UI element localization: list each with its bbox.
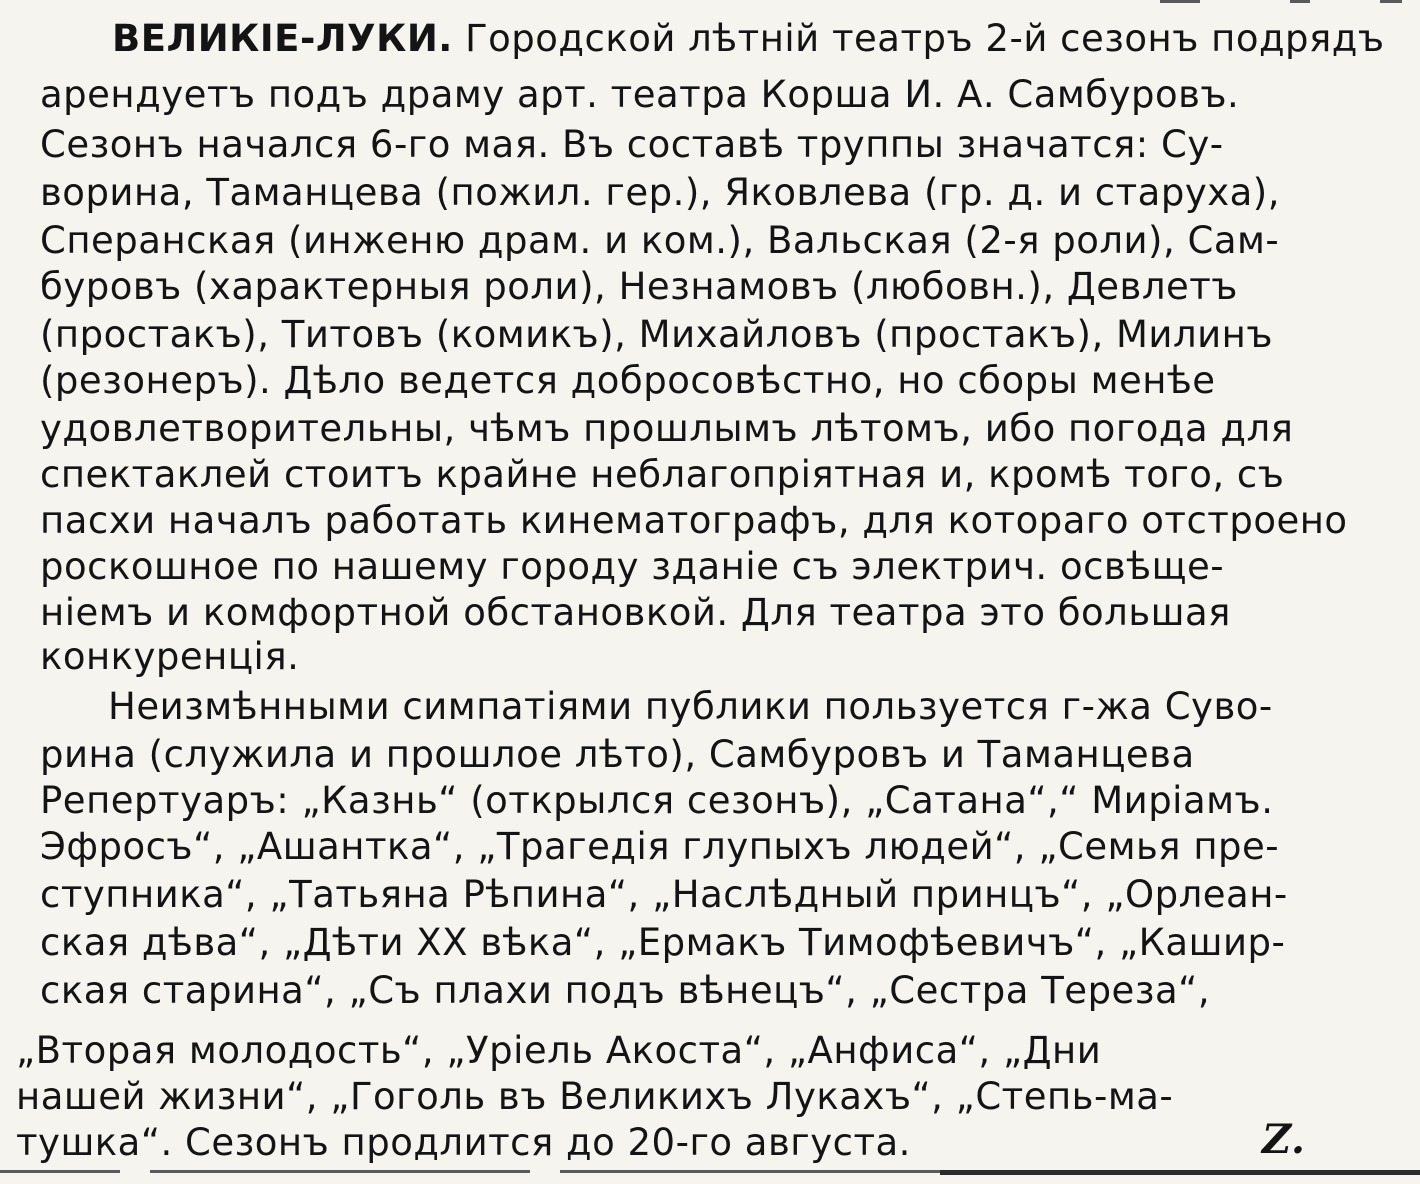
text-line: Сезонъ начался 6-го мая. Въ составѣ труппы значатся: Су- — [40, 123, 1224, 166]
text-line: Сперанская (инженю драм. и ком.), Вальская (2-я роли), Сам- — [40, 219, 1280, 262]
bottom-rule-fragment — [150, 1170, 530, 1173]
top-rule-fragment — [1290, 0, 1310, 3]
text-line: Неизмѣнными симпатіями публики пользуется г-жа Суво- — [108, 685, 1273, 728]
text-line: ская старина“, „Съ плахи подъ вѣнецъ“, „Сестра Тереза“, — [40, 969, 1211, 1012]
text-line: конкуренція. — [40, 635, 300, 678]
text-line: тушка“. Сезонъ продлится до 20-го августа. — [16, 1121, 911, 1164]
author-signature: Z. — [1262, 1116, 1306, 1163]
text-line: пасхи началъ работать кинематографъ, для котораго отстроено — [40, 499, 1348, 542]
text-line: ворина, Таманцева (пожил. гер.), Яковлева (гр. д. и старуха), — [40, 171, 1280, 214]
text-line: роскошное по нашему городу зданіе съ электрич. освѣще- — [40, 545, 1225, 588]
top-rule-fragment — [1160, 0, 1200, 3]
text-line-content: Городской лѣтній театръ 2-й сезонъ подрядъ — [465, 17, 1385, 60]
text-line: Эфросъ“, „Ашантка“, „Трагедія глупыхъ людей“, „Семья пре- — [40, 825, 1280, 868]
article-heading: ВЕЛИКІЕ-ЛУКИ. — [112, 17, 453, 60]
bottom-rule-fragment — [560, 1170, 940, 1173]
text-line: (простакъ), Титовъ (комикъ), Михайловъ (простакъ), Милинъ — [40, 313, 1273, 356]
bottom-rule-fragment — [0, 1170, 120, 1173]
text-line: (резонеръ). Дѣло ведется добросовѣстно, но сборы менѣе — [40, 359, 1216, 402]
top-rule-fragment — [1380, 0, 1402, 3]
text-line: арендуетъ подъ драму арт. театра Корша И. А. Самбуровъ. — [40, 73, 1240, 116]
text-line: рина (служила и прошлое лѣто), Самбуровъ и Таманцева — [40, 733, 1195, 776]
text-line: нашей жизни“, „Гоголь въ Великихъ Лукахъ“, „Степь-ма- — [16, 1075, 1174, 1118]
text-line — [112, 17, 1385, 61]
text-line: „Вторая молодость“, „Уріель Акоста“, „Анфиса“, „Дни — [16, 1029, 1102, 1072]
text-line: Репертуаръ: „Казнь“ (открылся сезонъ), „Сатана“,“ Миріамъ. — [40, 779, 1274, 822]
text-line: буровъ (характерныя роли), Незнамовъ (любовн.), Девлетъ — [40, 265, 1238, 308]
bottom-rule — [940, 1170, 1420, 1175]
text-line: ніемъ и комфортной обстановкой. Для театра это большая — [40, 591, 1231, 634]
text-line: ступника“, „Татьяна Рѣпина“, „Наслѣдный принцъ“, „Орлеан- — [40, 873, 1288, 916]
text-line: спектаклей стоитъ крайне неблагопріятная и, кромѣ того, съ — [40, 453, 1285, 496]
text-line: ская дѣва“, „Дѣти XX вѣка“, „Ермакъ Тимофѣевичъ“, „Кашир- — [40, 921, 1286, 964]
text-line: удовлетворительны, чѣмъ прошлымъ лѣтомъ, ибо погода для — [40, 407, 1294, 450]
